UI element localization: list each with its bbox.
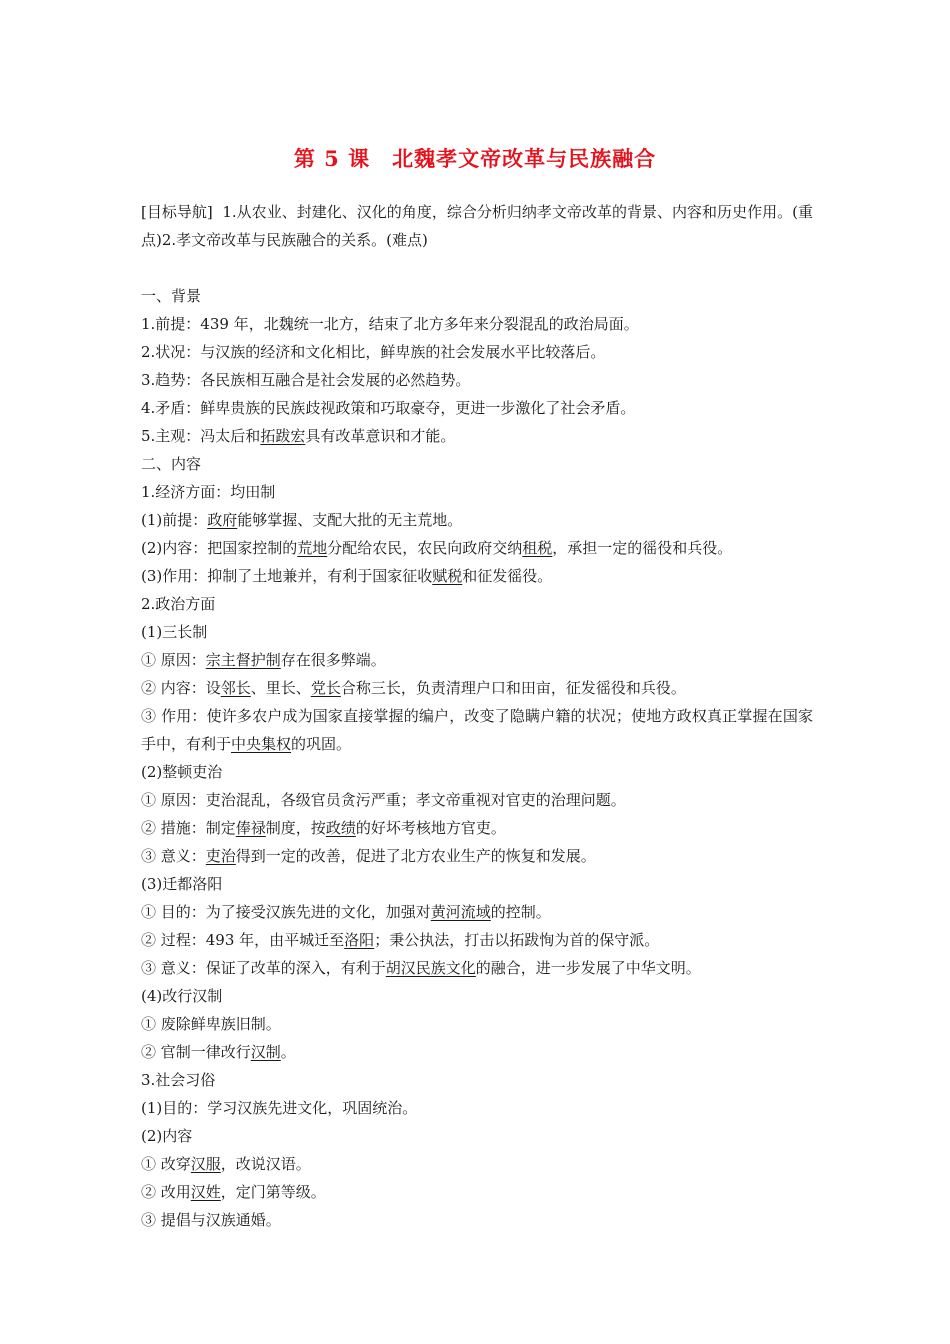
underlined-term: 汉姓 — [190, 1183, 221, 1201]
underlined-term: 俸禄 — [235, 819, 266, 837]
subsection-heading: 3.社会习俗 — [141, 1071, 216, 1089]
text-span: 5.主观：冯太后和 — [141, 427, 261, 445]
text-span: ② 改用 — [141, 1183, 191, 1201]
content-item — [141, 562, 813, 590]
content-item — [141, 1150, 813, 1178]
background-item: 1.前提：439 年，北魏统一北方，结束了北方多年来分裂混乱的政治局面。 — [141, 315, 639, 333]
text-span: ① 目的：为了接受汉族先进的文化，加强对 — [141, 903, 431, 921]
text-span: ，承担一定的徭役和兵役。 — [552, 539, 733, 557]
underlined-term: 政府 — [207, 511, 238, 529]
underlined-term: 洛阳 — [344, 931, 375, 949]
content-item — [141, 702, 813, 758]
underlined-term: 汉制 — [250, 1043, 281, 1061]
underlined-term: 宗主督护制 — [205, 651, 281, 669]
text-span: 分配给农民，农民向政府交纳 — [327, 539, 523, 557]
text-span: 存在很多弊端。 — [280, 651, 386, 669]
content-item — [141, 926, 813, 954]
content-item: ① 废除鲜卑族旧制。 — [141, 1015, 281, 1033]
subsection-heading: 2.政治方面 — [141, 595, 216, 613]
text-span: ① 改穿 — [141, 1155, 191, 1173]
content-heading: (2)内容 — [141, 1127, 193, 1145]
text-span: 和征发徭役。 — [462, 567, 553, 585]
content-item — [141, 674, 813, 702]
spacer — [141, 254, 813, 282]
content-item — [141, 954, 813, 982]
goal-text: 1.从农业、封建化、汉化的角度，综合分析归纳孝文帝改革的背景、内容和历史作用。(重点)2.孝文帝改革与民族融合的关系。(难点) — [141, 203, 813, 249]
lesson-title: 第 5 课 北魏孝文帝改革与民族融合 — [293, 146, 657, 171]
underlined-term: 政绩 — [325, 819, 356, 837]
text-span: (3)作用：抑制了土地兼并，有利于国家征收 — [141, 567, 433, 585]
text-span: 、里长、 — [250, 679, 311, 697]
text-span: 的融合，进一步发展了中华文明。 — [475, 959, 701, 977]
text-span: ③ 意义：保证了改革的深入，有利于 — [141, 959, 386, 977]
text-span: ③ 作用：使许多农户成为国家直接掌握的编户，改变了隐瞒户籍的状况；使地方政权真正掌握在国家手中，有利于 — [141, 707, 813, 753]
text-span: ；秉公执法，打击以拓跋恂为首的保守派。 — [374, 931, 660, 949]
section-heading: 二、内容 — [141, 455, 202, 473]
content-heading: (1)三长制 — [141, 623, 208, 641]
background-item: 4.矛盾：鲜卑贵族的民族歧视政策和巧取豪夺，更进一步激化了社会矛盾。 — [141, 399, 636, 417]
goal-paragraph — [141, 198, 813, 254]
content-item — [141, 534, 813, 562]
text-span: 制度，按 — [265, 819, 326, 837]
text-span: 得到一定的改善，促进了北方农业生产的恢复和发展。 — [235, 847, 596, 865]
text-span: 具有改革意识和才能。 — [305, 427, 456, 445]
content-item: (1)目的：学习汉族先进文化，巩固统治。 — [141, 1099, 418, 1117]
underlined-term: 汉服 — [190, 1155, 221, 1173]
section-heading: 一、背景 — [141, 287, 202, 305]
text-span: 的好坏考核地方官吏。 — [355, 819, 506, 837]
text-span: ，定门第等级。 — [220, 1183, 326, 1201]
content-heading: (2)整顿吏治 — [141, 763, 223, 781]
underlined-term: 吏治 — [205, 847, 236, 865]
text-span: ② 过程：493 年，由平城迁至 — [141, 931, 345, 949]
document-body — [141, 198, 813, 1234]
text-span: (2)内容：把国家控制的 — [141, 539, 298, 557]
text-span: ② 官制一律改行 — [141, 1043, 251, 1061]
underlined-term: 黄河流域 — [430, 903, 491, 921]
content-item — [141, 898, 813, 926]
text-span: 的巩固。 — [291, 735, 352, 753]
content-item: ③ 提倡与汉族通婚。 — [141, 1211, 281, 1229]
content-item — [141, 646, 813, 674]
text-span: 合称三长，负责清理户口和田亩，征发徭役和兵役。 — [340, 679, 686, 697]
text-span: ① 原因： — [141, 651, 206, 669]
background-item: 3.趋势：各民族相互融合是社会发展的必然趋势。 — [141, 371, 471, 389]
text-span: ③ 意义： — [141, 847, 206, 865]
content-item — [141, 814, 813, 842]
content-heading: (3)迁都洛阳 — [141, 875, 223, 893]
content-item: ① 原因：吏治混乱，各级官员贪污严重；孝文帝重视对官吏的治理问题。 — [141, 791, 626, 809]
text-span: 。 — [280, 1043, 296, 1061]
content-item — [141, 506, 813, 534]
underlined-term: 胡汉民族文化 — [385, 959, 476, 977]
content-item — [141, 1038, 813, 1066]
text-span: (1)前提： — [141, 511, 208, 529]
underlined-term: 租税 — [522, 539, 553, 557]
underlined-term: 荒地 — [297, 539, 328, 557]
text-span: ② 内容：设 — [141, 679, 221, 697]
background-item: 2.状况：与汉族的经济和文化相比，鲜卑族的社会发展水平比较落后。 — [141, 343, 606, 361]
content-item — [141, 842, 813, 870]
content-item — [141, 1178, 813, 1206]
text-span: ② 措施：制定 — [141, 819, 236, 837]
text-span: 能够掌握、支配大批的无主荒地。 — [237, 511, 463, 529]
underlined-term: 党长 — [310, 679, 341, 697]
background-item — [141, 422, 813, 450]
goal-tag: [目标导航] — [141, 203, 213, 221]
underlined-term: 中央集权 — [231, 735, 292, 753]
subsection-heading: 1.经济方面：均田制 — [141, 483, 276, 501]
underlined-term: 邻长 — [220, 679, 251, 697]
text-span: 的控制。 — [490, 903, 551, 921]
content-heading: (4)改行汉制 — [141, 987, 223, 1005]
underlined-term: 赋税 — [432, 567, 463, 585]
text-span: ，改说汉语。 — [220, 1155, 311, 1173]
underlined-term: 拓跋宏 — [260, 427, 306, 445]
